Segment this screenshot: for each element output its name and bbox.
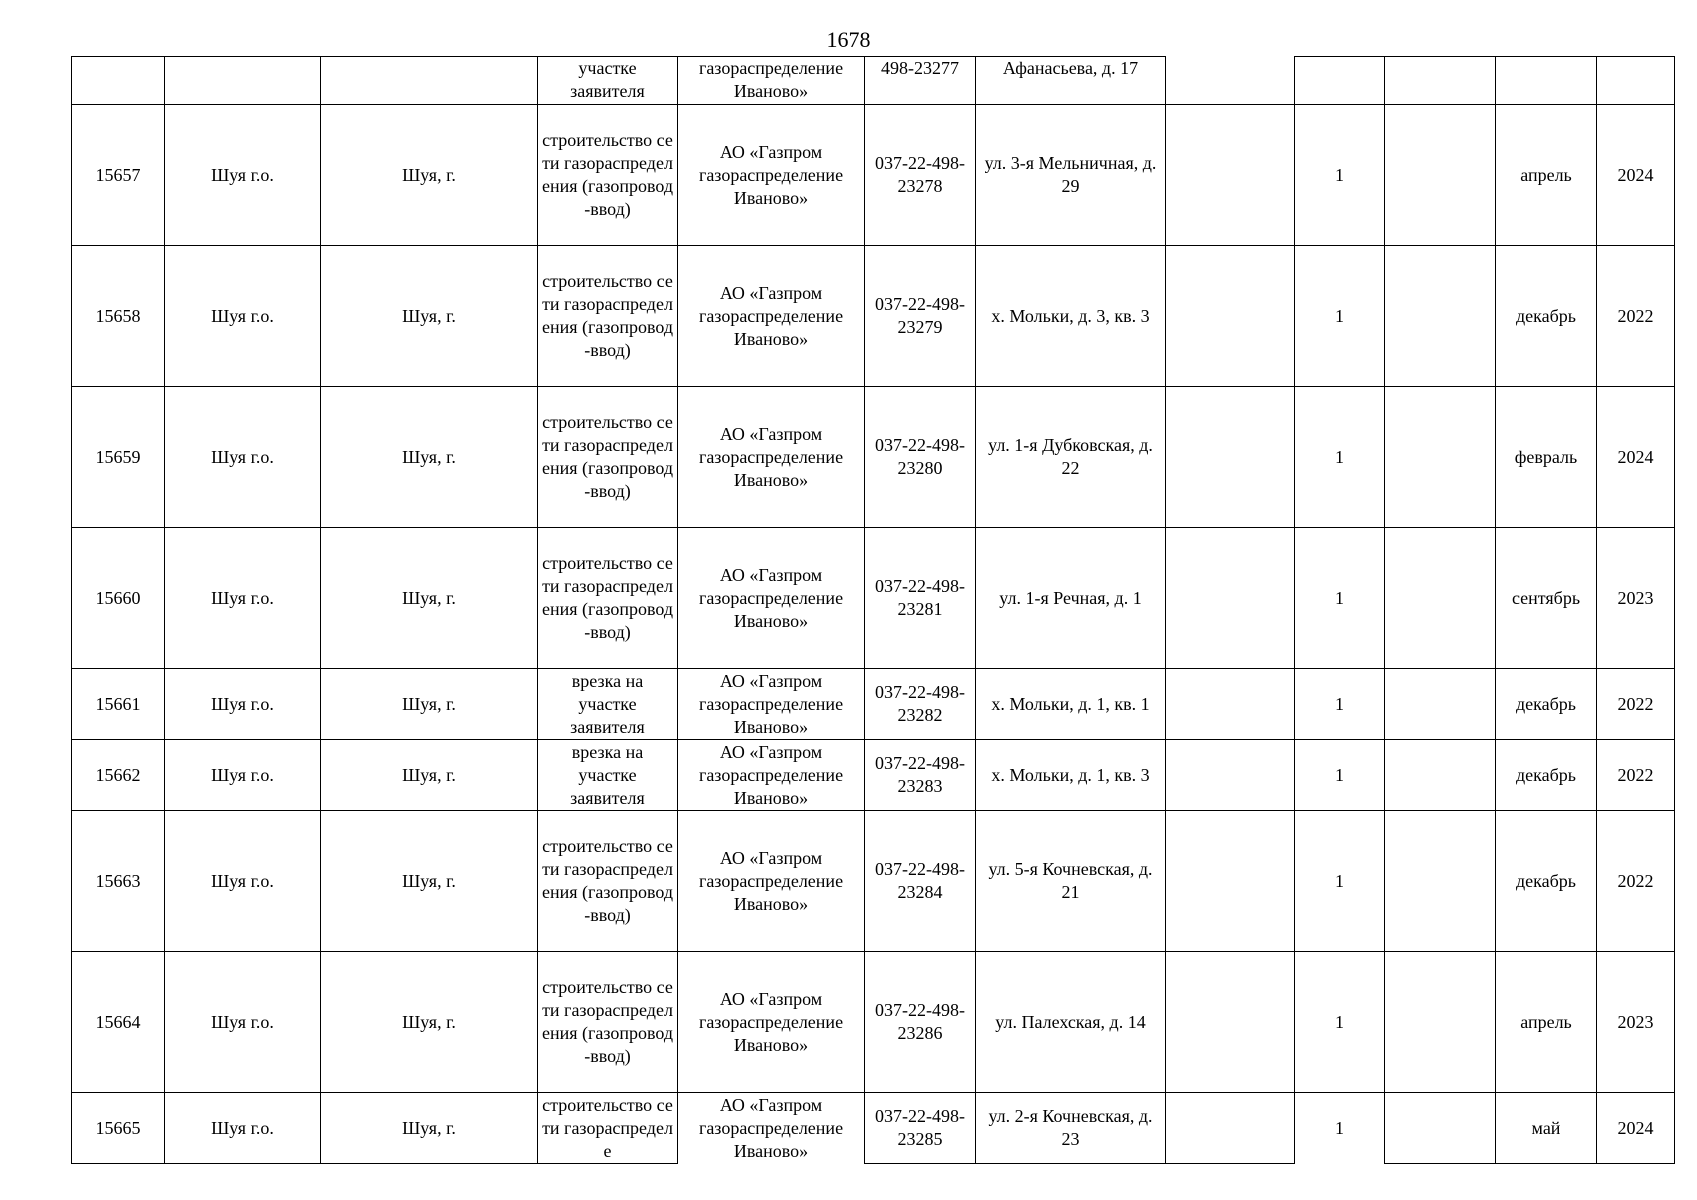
cell-year: 2023 (1597, 952, 1675, 1093)
cell-locality: Шуя, г. (321, 669, 538, 740)
cell-id: 15663 (72, 811, 165, 952)
cell-work-type: строительство сети газораспределения (газопровод-ввод) (538, 811, 678, 952)
cell-qty: 1 (1295, 528, 1385, 669)
cell-org: АО «Газпром газораспределение Иваново» (678, 952, 865, 1093)
cell-month: декабрь (1496, 740, 1597, 811)
cell-work-type: строительство сети газораспределения (газопровод-ввод) (538, 387, 678, 528)
cell-qty: 1 (1295, 105, 1385, 246)
cell-work-type: врезка на участке заявителя (538, 669, 678, 740)
cell-work-type: строительство сети газораспределения (газопровод-ввод) (538, 246, 678, 387)
cell-year: 2022 (1597, 811, 1675, 952)
cell-month: декабрь (1496, 246, 1597, 387)
cell-year: 2022 (1597, 740, 1675, 811)
cell-qty: 1 (1295, 669, 1385, 740)
cell-code: 037-22-498-23282 (865, 669, 976, 740)
cell-code: 037-22-498-23286 (865, 952, 976, 1093)
table-row (72, 811, 1675, 952)
cell-org: АО «Газпром газораспределение Иваново» (678, 105, 865, 246)
cell-qty: 1 (1295, 952, 1385, 1093)
cell-month: декабрь (1496, 669, 1597, 740)
cell-work-type: строительство сети газораспределения (газопровод-ввод) (538, 528, 678, 669)
cell-month: май (1496, 1093, 1597, 1164)
cell-year (1597, 57, 1675, 105)
table-row (72, 669, 1675, 740)
cell-locality: Шуя, г. (321, 105, 538, 246)
cell-gap (1166, 105, 1295, 246)
cell-blank (1385, 387, 1496, 528)
cell-id: 15664 (72, 952, 165, 1093)
cell-qty: 1 (1295, 387, 1385, 528)
cell-gap (1166, 1093, 1295, 1164)
cell-org: АО «Газпром газораспределение Иваново» (678, 246, 865, 387)
cell-locality: Шуя, г. (321, 246, 538, 387)
cell-district: Шуя г.о. (165, 740, 321, 811)
cell-locality: Шуя, г. (321, 387, 538, 528)
cell-year: 2024 (1597, 387, 1675, 528)
cell-address: х. Мольки, д. 1, кв. 1 (976, 669, 1166, 740)
cell-district: Шуя г.о. (165, 1093, 321, 1164)
cell-code: 037-22-498-23281 (865, 528, 976, 669)
cell-year: 2022 (1597, 246, 1675, 387)
cell-work-type: врезка на участке заявителя (538, 740, 678, 811)
cell-blank (1385, 1093, 1496, 1164)
cell-id (72, 57, 165, 105)
cell-district: Шуя г.о. (165, 105, 321, 246)
cell-code: 037-22-498-23279 (865, 246, 976, 387)
cell-address: ул. 1-я Речная, д. 1 (976, 528, 1166, 669)
cell-district: Шуя г.о. (165, 952, 321, 1093)
cell-blank (1385, 811, 1496, 952)
table-row (72, 105, 1675, 246)
cell-year: 2024 (1597, 1093, 1675, 1164)
cell-blank (1385, 246, 1496, 387)
table-row (72, 952, 1675, 1093)
cell-gap (1166, 811, 1295, 952)
cell-qty: 1 (1295, 811, 1385, 952)
cell-id: 15665 (72, 1093, 165, 1164)
cell-work-type: строительство сети газораспределения (газопровод-ввод) (538, 952, 678, 1093)
cell-code: 037-22-498-23280 (865, 387, 976, 528)
cell-org: АО «Газпром газораспределение Иваново» (678, 387, 865, 528)
cell-gap (1166, 669, 1295, 740)
cell-month (1496, 57, 1597, 105)
cell-locality: Шуя, г. (321, 528, 538, 669)
table-row (72, 740, 1675, 811)
cell-work-type: участке заявителя (538, 57, 678, 105)
cell-district (165, 57, 321, 105)
cell-locality: Шуя, г. (321, 1093, 538, 1164)
cell-month: февраль (1496, 387, 1597, 528)
cell-org: АО «Газпром газораспределение Иваново» (678, 811, 865, 952)
cell-district: Шуя г.о. (165, 387, 321, 528)
cell-gap (1166, 528, 1295, 669)
table-row (72, 528, 1675, 669)
cell-locality: Шуя, г. (321, 811, 538, 952)
cell-qty: 1 (1295, 1093, 1385, 1164)
table-row-continued (72, 57, 1675, 105)
cell-district: Шуя г.о. (165, 528, 321, 669)
cell-blank (1385, 740, 1496, 811)
cell-org: АО «Газпром газораспределение Иваново» (678, 669, 865, 740)
data-table (71, 56, 1675, 1164)
cell-work-type: строительство сети газораспределения (газопровод-ввод) (538, 105, 678, 246)
cell-address: Афанасьева, д. 17 (976, 57, 1166, 105)
cell-qty: 1 (1295, 740, 1385, 811)
cell-id: 15660 (72, 528, 165, 669)
cell-address: ул. 3-я Мельничная, д. 29 (976, 105, 1166, 246)
cell-org: АО «Газпром газораспределение Иваново» (678, 528, 865, 669)
cell-org: газораспределение Иваново» (678, 57, 865, 105)
cell-address: х. Мольки, д. 1, кв. 3 (976, 740, 1166, 811)
cell-blank (1385, 528, 1496, 669)
cell-code: 498-23277 (865, 57, 976, 105)
cell-qty: 1 (1295, 246, 1385, 387)
cell-blank (1385, 57, 1496, 105)
cell-blank (1385, 105, 1496, 246)
cell-month: апрель (1496, 105, 1597, 246)
cell-id: 15661 (72, 669, 165, 740)
table-row (72, 1093, 1675, 1164)
cell-gap (1166, 740, 1295, 811)
cell-locality (321, 57, 538, 105)
table-row (72, 246, 1675, 387)
cell-blank (1385, 952, 1496, 1093)
cell-qty (1295, 57, 1385, 105)
cell-year: 2022 (1597, 669, 1675, 740)
cell-month: декабрь (1496, 811, 1597, 952)
cell-code: 037-22-498-23278 (865, 105, 976, 246)
cell-address: х. Мольки, д. 3, кв. 3 (976, 246, 1166, 387)
cell-id: 15658 (72, 246, 165, 387)
cell-address: ул. 5-я Кочневская, д. 21 (976, 811, 1166, 952)
cell-code: 037-22-498-23285 (865, 1093, 976, 1164)
cell-gap (1166, 246, 1295, 387)
cell-id: 15657 (72, 105, 165, 246)
cell-locality: Шуя, г. (321, 952, 538, 1093)
cell-gap (1166, 952, 1295, 1093)
cell-address: ул. 1-я Дубковская, д. 22 (976, 387, 1166, 528)
cell-year: 2023 (1597, 528, 1675, 669)
page-number: 1678 (826, 27, 871, 52)
cell-gap (1166, 57, 1295, 105)
cell-month: апрель (1496, 952, 1597, 1093)
cell-district: Шуя г.о. (165, 811, 321, 952)
cell-month: сентябрь (1496, 528, 1597, 669)
cell-id: 15662 (72, 740, 165, 811)
cell-locality: Шуя, г. (321, 740, 538, 811)
cell-code: 037-22-498-23284 (865, 811, 976, 952)
cell-work-type: строительство сети газораспределе (538, 1093, 678, 1164)
cell-org: АО «Газпром газораспределение Иваново» (678, 740, 865, 811)
cell-year: 2024 (1597, 105, 1675, 246)
cell-address: ул. 2-я Кочневская, д. 23 (976, 1093, 1166, 1164)
cell-gap (1166, 387, 1295, 528)
cell-district: Шуя г.о. (165, 669, 321, 740)
cell-org: АО «Газпром газораспределение Иваново» (678, 1093, 865, 1164)
cell-id: 15659 (72, 387, 165, 528)
cell-code: 037-22-498-23283 (865, 740, 976, 811)
table-row (72, 387, 1675, 528)
cell-district: Шуя г.о. (165, 246, 321, 387)
cell-address: ул. Палехская, д. 14 (976, 952, 1166, 1093)
cell-blank (1385, 669, 1496, 740)
